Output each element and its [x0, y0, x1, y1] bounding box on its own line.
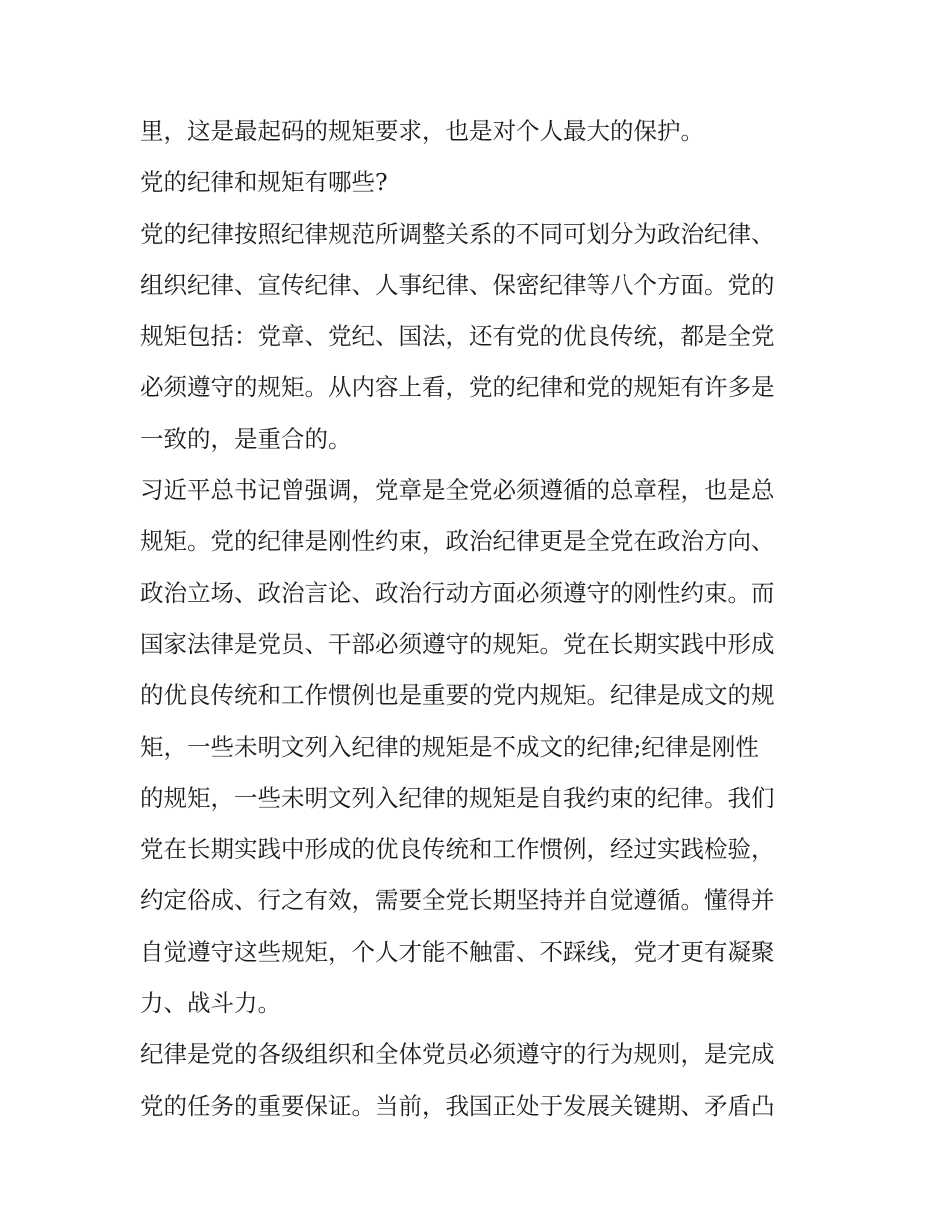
- text-line: 的优良传统和工作惯例也是重要的党内规矩。纪律是成文的规: [140, 681, 775, 710]
- text-line: 规矩。党的纪律是刚性约束，政治纪律更是全党在政治方向、: [140, 527, 775, 556]
- text-line: 习近平总书记曾强调，党章是全党必须遵循的总章程，也是总: [140, 476, 775, 505]
- text-line: 政治立场、政治言论、政治行动方面必须遵守的刚性约束。而: [140, 578, 775, 607]
- text-line: 国家法律是党员、干部必须遵守的规矩。党在长期实践中形成: [140, 629, 775, 658]
- text-line: 组织纪律、宣传纪律、人事纪律、保密纪律等八个方面。党的: [140, 270, 775, 299]
- text-line: 党在长期实践中形成的优良传统和工作惯例，经过实践检验，: [140, 835, 775, 864]
- text-line: 必须遵守的规矩。从内容上看，党的纪律和党的规矩有许多是: [140, 373, 775, 402]
- section-heading: 党的纪律和规矩有哪些?: [140, 168, 388, 197]
- text-line: 党的任务的重要保证。当前，我国正处于发展关键期、矛盾凸: [140, 1091, 775, 1120]
- text-line: 党的纪律按照纪律规范所调整关系的不同可划分为政治纪律、: [140, 219, 775, 248]
- text-line: 一致的，是重合的。: [140, 424, 352, 453]
- text-line: 纪律是党的各级组织和全体党员必须遵守的行为规则，是完成: [140, 1040, 775, 1069]
- body-text: [140, 106, 820, 1132]
- text-line: 规矩包括：党章、党纪、国法，还有党的优良传统，都是全党: [140, 322, 775, 351]
- text-line: 力、战斗力。: [140, 989, 281, 1018]
- text-line: 约定俗成、行之有效，需要全党长期坚持并自觉遵循。懂得并: [140, 886, 775, 915]
- text-line: 自觉遵守这些规矩，个人才能不触雷、不踩线，党才更有凝聚: [140, 937, 775, 966]
- text-line: 里，这是最起码的规矩要求，也是对个人最大的保护。: [140, 117, 704, 145]
- text-line: 的规矩，一些未明文列入纪律的规矩是自我约束的纪律。我们: [140, 783, 775, 812]
- text-line: 矩，一些未明文列入纪律的规矩是不成文的纪律;纪律是刚性: [140, 732, 759, 761]
